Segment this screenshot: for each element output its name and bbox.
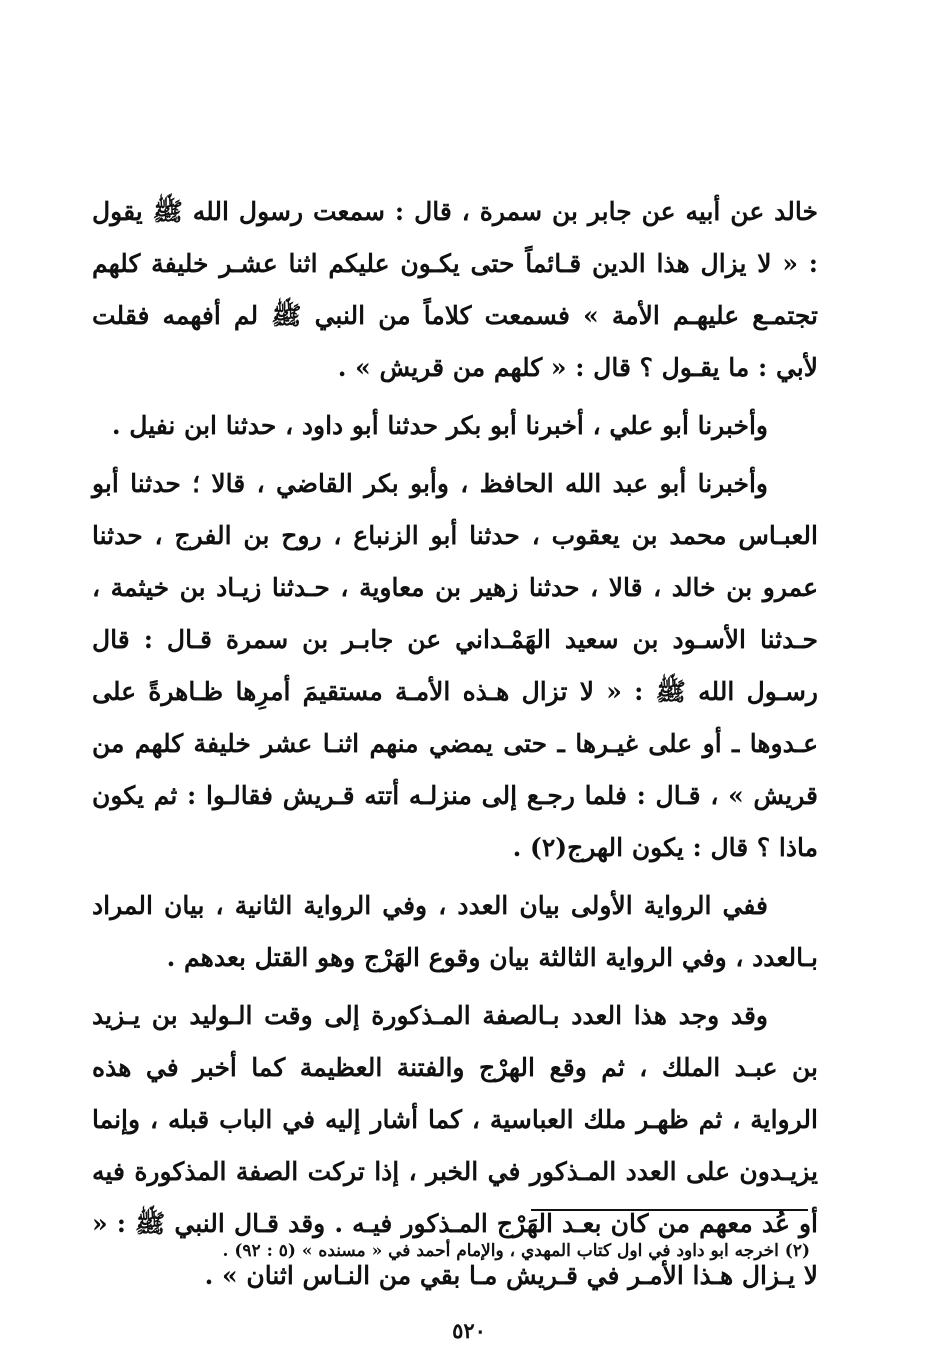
- paragraph-2: وأخبرنا أبو علي ، أخبرنا أبو بكر حدثنا أبو داود ، حدثنا ابن نفيل .: [111, 411, 768, 440]
- main-text: [92, 186, 818, 1302]
- page-number: ٥٢٠: [452, 1318, 486, 1343]
- footnote-divider: [531, 1209, 808, 1211]
- footnote: (٢) اخرجه ابو داود في اول كتاب المهدي ، والإمام أحمد في « مسنده » (٥ : ٩٢) .: [222, 1241, 810, 1261]
- paragraph-3: وأخبرنا أبو عبد الله الحافظ ، وأبو بكر القاضي ، قالا ؛ حدثنا أبو العبـاس محمد بن يعقوب ، حدثنا أبو الزنباع ، روح بن الفرج ، حدثنا عمرو بن خالد ، قالا ، حدثنا زهير بن معاوية ، حـدثنا زيـاد بن خيثمة ، حـدثنا الأسـود بن سعيد الهَمْـداني عن جابـر بن سمرة قـال : قال رسـول الله ﷺ : « لا تزال هـذه الأمـة مستقيمَ أمرِها ظـاهرةً على عـدوها ـ أو على غيـرها ـ حتى يمضي منهم اثنـا عشر خليفة كلهم من قريش » ، قـال : فلما رجـع إلى منزلـه أتته قـريش فقالـوا : ثم يكون ماذا ؟ قال : يكون الهرج(٢) .: [92, 469, 818, 862]
- paragraph-1: خالد عن أبيه عن جابر بن سمرة ، قال : سمعت رسول الله ﷺ يقول : « لا يزال هذا الدين قـائماً حتى يكـون عليكم اثنا عشـر خليفة كلهم تجتمـع عليهـم الأمة » فسمعت كلاماً من النبي ﷺ لم أفهمه فقلت لأبي : ما يقـول ؟ قال : « كلهم من قريش » .: [92, 197, 818, 382]
- paragraph-5: وقد وجد هذا العدد بـالصفة المـذكورة إلى وقت الـوليد بن يـزيد بن عبـد الملك ، ثم وقع الهرْج والفتنة العظيمة كما أخبر في هذه الرواية ، ثم ظهـر ملك العباسية ، كما أشار إليه في الباب قبله ، وإنما يزيـدون على العدد المـذكور في الخبر ، إذا تركت الصفة المذكورة فيه أو عُد معهم من كان بعـد الهَرْج المـذكور فيـه . وقد قـال النبي ﷺ : « لا يـزال هـذا الأمـر في قـريش مـا بقي من النـاس اثنان » .: [92, 1001, 818, 1290]
- paragraph-4: ففي الرواية الأولى بيان العدد ، وفي الرواية الثانية ، بيان المراد بـالعدد ، وفي الرواية الثالثة بيان وقوع الهَرْج وهو القتل بعدهم .: [92, 891, 818, 972]
